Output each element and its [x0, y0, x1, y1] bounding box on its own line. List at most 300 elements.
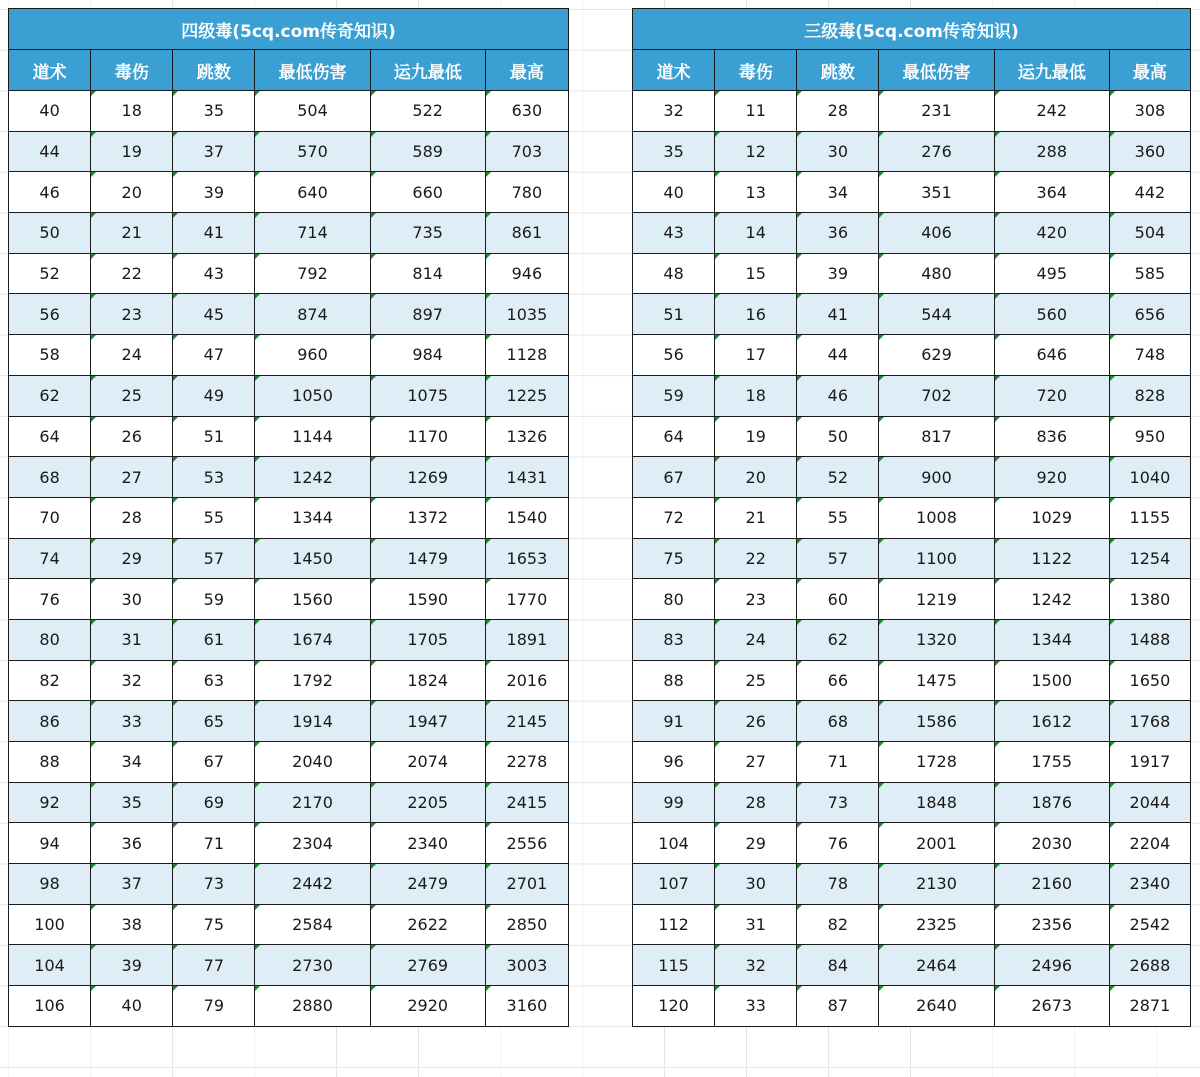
table-cell[interactable]: 1144 [255, 416, 370, 457]
table-cell[interactable]: 23 [715, 579, 797, 620]
table-cell[interactable]: 30 [715, 864, 797, 905]
table-cell[interactable]: 2044 [1109, 782, 1190, 823]
table-cell[interactable]: 1792 [255, 660, 370, 701]
table-cell[interactable]: 76 [797, 823, 879, 864]
table-cell[interactable]: 1008 [879, 497, 994, 538]
table-cell[interactable]: 570 [255, 131, 370, 172]
table-cell[interactable]: 702 [879, 375, 994, 416]
table-row [9, 864, 569, 905]
column-header[interactable]: 运九最低 [994, 50, 1109, 91]
table-cell[interactable]: 2040 [255, 742, 370, 783]
table-cell[interactable]: 39 [173, 172, 255, 213]
table-cell[interactable]: 1225 [485, 375, 568, 416]
table-cell[interactable]: 40 [9, 91, 91, 132]
table-cell[interactable]: 51 [633, 294, 715, 335]
table-cell[interactable]: 19 [715, 416, 797, 457]
column-header[interactable]: 毒伤 [715, 50, 797, 91]
table-cell[interactable]: 53 [173, 457, 255, 498]
table-cell[interactable]: 2356 [994, 904, 1109, 945]
table-row [633, 742, 1191, 783]
table-cell[interactable]: 35 [91, 782, 173, 823]
table-cell[interactable]: 41 [173, 213, 255, 254]
table-cell[interactable]: 1242 [255, 457, 370, 498]
table-cell[interactable]: 31 [715, 904, 797, 945]
table-cell[interactable]: 14 [715, 213, 797, 254]
table-cell[interactable]: 1653 [485, 538, 568, 579]
column-header[interactable]: 毒伤 [91, 50, 173, 91]
table-cell[interactable]: 522 [370, 91, 485, 132]
table-cell[interactable]: 64 [633, 416, 715, 457]
table-cell[interactable]: 2688 [1109, 945, 1190, 986]
table-cell[interactable]: 52 [797, 457, 879, 498]
table-cell[interactable]: 1155 [1109, 497, 1190, 538]
table-row [9, 619, 569, 660]
table-cell[interactable]: 2920 [370, 986, 485, 1027]
table-cell[interactable]: 960 [255, 335, 370, 376]
table-cell[interactable]: 60 [797, 579, 879, 620]
table-cell[interactable]: 1050 [255, 375, 370, 416]
table-cell[interactable]: 34 [91, 742, 173, 783]
table-cell[interactable]: 2556 [485, 823, 568, 864]
table-cell[interactable]: 56 [633, 335, 715, 376]
table-cell[interactable]: 2769 [370, 945, 485, 986]
table-cell[interactable]: 1242 [994, 579, 1109, 620]
table-cell[interactable]: 92 [9, 782, 91, 823]
table-cell[interactable]: 61 [173, 619, 255, 660]
table-cell[interactable]: 1170 [370, 416, 485, 457]
table-cell[interactable]: 2016 [485, 660, 568, 701]
table-cell[interactable]: 1590 [370, 579, 485, 620]
table-cell[interactable]: 2304 [255, 823, 370, 864]
table-cell[interactable]: 2701 [485, 864, 568, 905]
table-cell[interactable]: 504 [255, 91, 370, 132]
table-cell[interactable]: 32 [715, 945, 797, 986]
table-cell[interactable]: 50 [9, 213, 91, 254]
table-cell[interactable]: 1674 [255, 619, 370, 660]
table-row [9, 457, 569, 498]
table-cell[interactable]: 1029 [994, 497, 1109, 538]
table-cell[interactable]: 504 [1109, 213, 1190, 254]
table-cell[interactable]: 20 [715, 457, 797, 498]
table-cell[interactable]: 2464 [879, 945, 994, 986]
table-cell[interactable]: 98 [9, 864, 91, 905]
table-cell[interactable]: 1891 [485, 619, 568, 660]
table-cell[interactable]: 1876 [994, 782, 1109, 823]
table-cell[interactable]: 44 [797, 335, 879, 376]
table-cell[interactable]: 79 [173, 986, 255, 1027]
table-cell[interactable]: 1824 [370, 660, 485, 701]
table-cell[interactable]: 1755 [994, 742, 1109, 783]
table-cell[interactable]: 1914 [255, 701, 370, 742]
table-cell[interactable]: 920 [994, 457, 1109, 498]
table-cell[interactable]: 1431 [485, 457, 568, 498]
table-cell[interactable]: 442 [1109, 172, 1190, 213]
table-cell[interactable]: 88 [9, 742, 91, 783]
table-cell[interactable]: 62 [9, 375, 91, 416]
table-cell[interactable]: 52 [9, 253, 91, 294]
table-cell[interactable]: 19 [91, 131, 173, 172]
table-cell[interactable]: 242 [994, 91, 1109, 132]
table-cell[interactable]: 18 [715, 375, 797, 416]
table-cell[interactable]: 288 [994, 131, 1109, 172]
table-cell[interactable]: 2030 [994, 823, 1109, 864]
table-cell[interactable]: 50 [797, 416, 879, 457]
table-cell[interactable]: 1848 [879, 782, 994, 823]
table-cell[interactable]: 75 [633, 538, 715, 579]
table-cell[interactable]: 1269 [370, 457, 485, 498]
table-cell[interactable]: 720 [994, 375, 1109, 416]
table-cell[interactable]: 2880 [255, 986, 370, 1027]
table-cell[interactable]: 82 [797, 904, 879, 945]
table-cell[interactable]: 3003 [485, 945, 568, 986]
table-cell[interactable]: 27 [91, 457, 173, 498]
table-cell[interactable]: 104 [9, 945, 91, 986]
table-cell[interactable]: 63 [173, 660, 255, 701]
table-cell[interactable]: 1586 [879, 701, 994, 742]
table-cell[interactable]: 1728 [879, 742, 994, 783]
table-cell[interactable]: 27 [715, 742, 797, 783]
column-header[interactable]: 最高 [485, 50, 568, 91]
table-cell[interactable]: 2160 [994, 864, 1109, 905]
table-cell[interactable]: 16 [715, 294, 797, 335]
table-cell[interactable]: 2496 [994, 945, 1109, 986]
table-cell[interactable]: 17 [715, 335, 797, 376]
table-cell[interactable]: 276 [879, 131, 994, 172]
table-cell[interactable]: 1705 [370, 619, 485, 660]
table-cell[interactable]: 1040 [1109, 457, 1190, 498]
table-cell[interactable]: 2325 [879, 904, 994, 945]
table-cell[interactable]: 33 [715, 986, 797, 1027]
table-cell[interactable]: 84 [797, 945, 879, 986]
table-cell[interactable]: 420 [994, 213, 1109, 254]
table-cell[interactable]: 66 [797, 660, 879, 701]
table-cell[interactable]: 630 [485, 91, 568, 132]
table-cell[interactable]: 1475 [879, 660, 994, 701]
table-cell[interactable]: 39 [91, 945, 173, 986]
table-cell[interactable]: 1372 [370, 497, 485, 538]
table-cell[interactable]: 351 [879, 172, 994, 213]
table-cell[interactable]: 67 [633, 457, 715, 498]
table-cell[interactable]: 73 [797, 782, 879, 823]
table-cell[interactable]: 55 [173, 497, 255, 538]
table-cell[interactable]: 31 [91, 619, 173, 660]
table-cell[interactable]: 231 [879, 91, 994, 132]
table-cell[interactable]: 21 [715, 497, 797, 538]
table-cell[interactable]: 12 [715, 131, 797, 172]
table-cell[interactable]: 77 [173, 945, 255, 986]
table-cell[interactable]: 22 [91, 253, 173, 294]
table-cell[interactable]: 49 [173, 375, 255, 416]
table-cell[interactable]: 106 [9, 986, 91, 1027]
table-cell[interactable]: 2542 [1109, 904, 1190, 945]
table-cell[interactable]: 68 [797, 701, 879, 742]
table-cell[interactable]: 748 [1109, 335, 1190, 376]
table-cell[interactable]: 48 [633, 253, 715, 294]
table-cell[interactable]: 900 [879, 457, 994, 498]
table-cell[interactable]: 1560 [255, 579, 370, 620]
table-cell[interactable]: 21 [91, 213, 173, 254]
table-cell[interactable]: 18 [91, 91, 173, 132]
table-cell[interactable]: 26 [91, 416, 173, 457]
table-cell[interactable]: 34 [797, 172, 879, 213]
table-cell[interactable]: 2730 [255, 945, 370, 986]
table-cell[interactable]: 1326 [485, 416, 568, 457]
table-cell[interactable]: 38 [91, 904, 173, 945]
table-cell[interactable]: 861 [485, 213, 568, 254]
table-cell[interactable]: 64 [9, 416, 91, 457]
table-cell[interactable]: 1488 [1109, 619, 1190, 660]
table-cell[interactable]: 2074 [370, 742, 485, 783]
table-cell[interactable]: 1128 [485, 335, 568, 376]
table-cell[interactable]: 836 [994, 416, 1109, 457]
table-cell[interactable]: 11 [715, 91, 797, 132]
table-cell[interactable]: 59 [633, 375, 715, 416]
table-cell[interactable]: 1320 [879, 619, 994, 660]
table-cell[interactable]: 495 [994, 253, 1109, 294]
table-cell[interactable]: 1479 [370, 538, 485, 579]
table-cell[interactable]: 87 [797, 986, 879, 1027]
table-cell[interactable]: 897 [370, 294, 485, 335]
table-cell[interactable]: 94 [9, 823, 91, 864]
table-cell[interactable]: 71 [797, 742, 879, 783]
table-cell[interactable]: 51 [173, 416, 255, 457]
table-cell[interactable]: 73 [173, 864, 255, 905]
table-cell[interactable]: 115 [633, 945, 715, 986]
table-cell[interactable]: 640 [255, 172, 370, 213]
table-cell[interactable]: 29 [91, 538, 173, 579]
table-cell[interactable]: 1380 [1109, 579, 1190, 620]
table-cell[interactable]: 83 [633, 619, 715, 660]
table-cell[interactable]: 2415 [485, 782, 568, 823]
table-cell[interactable]: 950 [1109, 416, 1190, 457]
table-cell[interactable]: 35 [633, 131, 715, 172]
table-cell[interactable]: 40 [633, 172, 715, 213]
table-cell[interactable]: 39 [797, 253, 879, 294]
table-cell[interactable]: 36 [91, 823, 173, 864]
table-cell[interactable]: 13 [715, 172, 797, 213]
table-cell[interactable]: 57 [797, 538, 879, 579]
table-cell[interactable]: 1219 [879, 579, 994, 620]
table-cell[interactable]: 30 [91, 579, 173, 620]
table-cell[interactable]: 76 [9, 579, 91, 620]
table-cell[interactable]: 104 [633, 823, 715, 864]
column-header[interactable]: 跳数 [797, 50, 879, 91]
table-cell[interactable]: 22 [715, 538, 797, 579]
table-cell[interactable]: 58 [9, 335, 91, 376]
table-cell[interactable]: 1254 [1109, 538, 1190, 579]
table-cell[interactable]: 780 [485, 172, 568, 213]
table-cell[interactable]: 44 [9, 131, 91, 172]
table-cell[interactable]: 629 [879, 335, 994, 376]
table-cell[interactable]: 56 [9, 294, 91, 335]
table-cell[interactable]: 33 [91, 701, 173, 742]
table-cell[interactable]: 71 [173, 823, 255, 864]
table-cell[interactable]: 364 [994, 172, 1109, 213]
table-title: 四级毒(5cq.com传奇知识) [9, 9, 569, 50]
table-cell[interactable]: 874 [255, 294, 370, 335]
table-cell[interactable]: 120 [633, 986, 715, 1027]
table-cell[interactable]: 2622 [370, 904, 485, 945]
table-cell[interactable]: 28 [797, 91, 879, 132]
table-cell[interactable]: 2871 [1109, 986, 1190, 1027]
table-cell[interactable]: 480 [879, 253, 994, 294]
table-cell[interactable]: 2584 [255, 904, 370, 945]
table-cell[interactable]: 2130 [879, 864, 994, 905]
table-cell[interactable]: 560 [994, 294, 1109, 335]
table-cell[interactable]: 2479 [370, 864, 485, 905]
table-cell[interactable]: 78 [797, 864, 879, 905]
table-cell[interactable]: 2340 [1109, 864, 1190, 905]
table-row [633, 782, 1191, 823]
table-cell[interactable]: 68 [9, 457, 91, 498]
table-cell[interactable]: 2204 [1109, 823, 1190, 864]
table-cell[interactable]: 1650 [1109, 660, 1190, 701]
table-row [9, 701, 569, 742]
table-cell[interactable]: 1450 [255, 538, 370, 579]
table-cell[interactable]: 2673 [994, 986, 1109, 1027]
table-cell[interactable]: 91 [633, 701, 715, 742]
table-cell[interactable]: 55 [797, 497, 879, 538]
table-cell[interactable]: 1075 [370, 375, 485, 416]
table-cell[interactable]: 46 [9, 172, 91, 213]
table-cell[interactable]: 15 [715, 253, 797, 294]
table-cell[interactable]: 32 [91, 660, 173, 701]
table-cell[interactable]: 3160 [485, 986, 568, 1027]
table-row [633, 945, 1191, 986]
table-cell[interactable]: 74 [9, 538, 91, 579]
table-cell[interactable]: 96 [633, 742, 715, 783]
table-cell[interactable]: 28 [91, 497, 173, 538]
table-cell[interactable]: 41 [797, 294, 879, 335]
table-cell[interactable]: 984 [370, 335, 485, 376]
table-cell[interactable]: 1100 [879, 538, 994, 579]
table-cell[interactable]: 2340 [370, 823, 485, 864]
table-row [633, 375, 1191, 416]
table-cell[interactable]: 24 [91, 335, 173, 376]
table-cell[interactable]: 814 [370, 253, 485, 294]
table-cell[interactable]: 585 [1109, 253, 1190, 294]
table-cell[interactable]: 1612 [994, 701, 1109, 742]
table-cell[interactable]: 817 [879, 416, 994, 457]
table-cell[interactable]: 26 [715, 701, 797, 742]
table-cell[interactable]: 360 [1109, 131, 1190, 172]
table-title: 三级毒(5cq.com传奇知识) [633, 9, 1191, 50]
column-header[interactable]: 最高 [1109, 50, 1190, 91]
table-cell[interactable]: 792 [255, 253, 370, 294]
table-cell[interactable]: 99 [633, 782, 715, 823]
table-cell[interactable]: 20 [91, 172, 173, 213]
table-cell[interactable]: 37 [91, 864, 173, 905]
table-cell[interactable]: 735 [370, 213, 485, 254]
table-cell[interactable]: 86 [9, 701, 91, 742]
table-cell[interactable]: 2442 [255, 864, 370, 905]
table-cell[interactable]: 57 [173, 538, 255, 579]
table-cell[interactable]: 65 [173, 701, 255, 742]
table-cell[interactable]: 946 [485, 253, 568, 294]
table-cell[interactable]: 112 [633, 904, 715, 945]
table-cell[interactable]: 24 [715, 619, 797, 660]
table-cell[interactable]: 29 [715, 823, 797, 864]
table-cell[interactable]: 100 [9, 904, 91, 945]
table-cell[interactable]: 1917 [1109, 742, 1190, 783]
table-cell[interactable]: 28 [715, 782, 797, 823]
column-header[interactable]: 最低伤害 [255, 50, 370, 91]
table-cell[interactable]: 660 [370, 172, 485, 213]
table-cell[interactable]: 2278 [485, 742, 568, 783]
table-cell[interactable]: 45 [173, 294, 255, 335]
table-cell[interactable]: 2205 [370, 782, 485, 823]
table-cell[interactable]: 62 [797, 619, 879, 660]
table-cell[interactable]: 69 [173, 782, 255, 823]
table-cell[interactable]: 70 [9, 497, 91, 538]
table-cell[interactable]: 1770 [485, 579, 568, 620]
table-cell[interactable]: 2640 [879, 986, 994, 1027]
column-header[interactable]: 道术 [9, 50, 91, 91]
table-cell[interactable]: 2170 [255, 782, 370, 823]
table-cell[interactable]: 714 [255, 213, 370, 254]
table-cell[interactable]: 75 [173, 904, 255, 945]
table-cell[interactable]: 59 [173, 579, 255, 620]
table-cell[interactable]: 1947 [370, 701, 485, 742]
table-cell[interactable]: 30 [797, 131, 879, 172]
table-cell[interactable]: 82 [9, 660, 91, 701]
table-cell[interactable]: 25 [91, 375, 173, 416]
table-row [633, 660, 1191, 701]
table-cell[interactable]: 544 [879, 294, 994, 335]
table-cell[interactable]: 589 [370, 131, 485, 172]
table-cell[interactable]: 1540 [485, 497, 568, 538]
table-cell[interactable]: 37 [173, 131, 255, 172]
column-header[interactable]: 运九最低 [370, 50, 485, 91]
table-cell[interactable]: 1344 [994, 619, 1109, 660]
empty-sheet-area[interactable] [8, 1031, 1192, 1071]
table-cell[interactable]: 1768 [1109, 701, 1190, 742]
table-cell[interactable]: 32 [633, 91, 715, 132]
table-cell[interactable]: 47 [173, 335, 255, 376]
table-cell[interactable]: 46 [797, 375, 879, 416]
table-cell[interactable]: 308 [1109, 91, 1190, 132]
table-cell[interactable]: 43 [633, 213, 715, 254]
table-cell[interactable]: 828 [1109, 375, 1190, 416]
table-cell[interactable]: 703 [485, 131, 568, 172]
table-cell[interactable]: 40 [91, 986, 173, 1027]
table-cell[interactable]: 72 [633, 497, 715, 538]
table-cell[interactable]: 36 [797, 213, 879, 254]
table-cell[interactable]: 67 [173, 742, 255, 783]
table-cell[interactable]: 2145 [485, 701, 568, 742]
table-cell[interactable]: 43 [173, 253, 255, 294]
table-cell[interactable]: 2850 [485, 904, 568, 945]
table-cell[interactable]: 1344 [255, 497, 370, 538]
table-cell[interactable]: 1122 [994, 538, 1109, 579]
table-cell[interactable]: 656 [1109, 294, 1190, 335]
table-cell[interactable]: 1500 [994, 660, 1109, 701]
table-cell[interactable]: 1035 [485, 294, 568, 335]
column-header[interactable]: 跳数 [173, 50, 255, 91]
table-cell[interactable]: 107 [633, 864, 715, 905]
table-cell[interactable]: 80 [633, 579, 715, 620]
table-cell[interactable]: 646 [994, 335, 1109, 376]
column-header[interactable]: 最低伤害 [879, 50, 994, 91]
table-cell[interactable]: 88 [633, 660, 715, 701]
table-cell[interactable]: 23 [91, 294, 173, 335]
table-cell[interactable]: 406 [879, 213, 994, 254]
table-cell[interactable]: 35 [173, 91, 255, 132]
column-header[interactable]: 道术 [633, 50, 715, 91]
table-cell[interactable]: 2001 [879, 823, 994, 864]
table-cell[interactable]: 80 [9, 619, 91, 660]
table-cell[interactable]: 25 [715, 660, 797, 701]
